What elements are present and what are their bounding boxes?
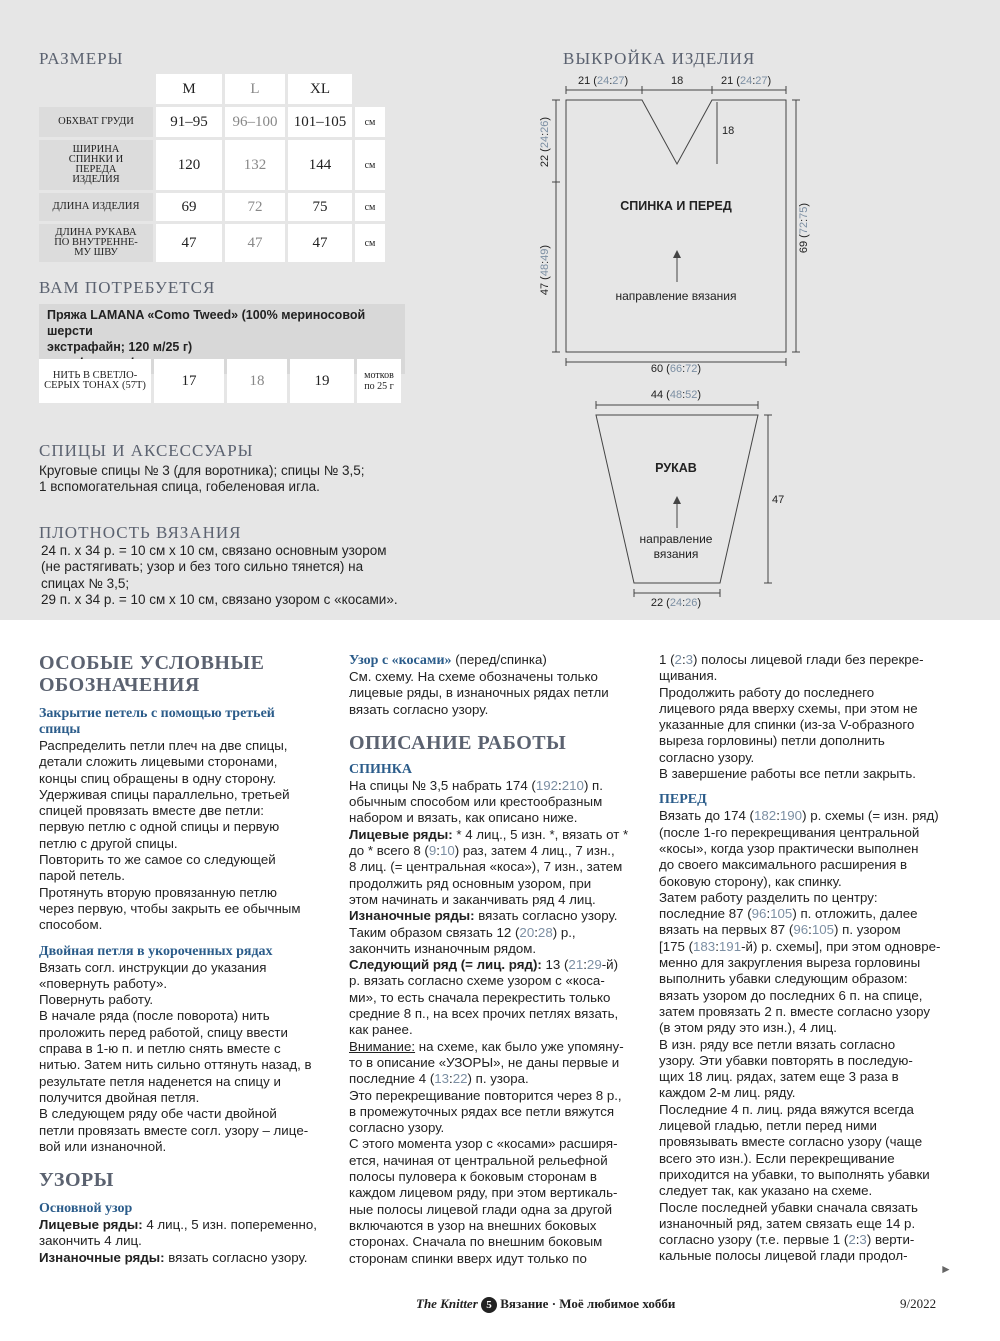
dim-neck: 18 [671,75,684,87]
text-line: На спицы № 3,5 набрать 174 (192:210) п. [349,777,603,793]
paragraph-double-stitch [39,960,329,1156]
gauge-title: ПЛОТНОСТЬ ВЯЗАНИЯ [39,523,242,542]
text-line: концы спиц обращены в одну сторону. [39,770,277,786]
text-line: узору. Эти убавки повторять в последую- [659,1052,913,1068]
text-line: петлю с другой спицы. [39,835,178,851]
sleeve-label: РУКАВ [655,461,697,475]
text-line: изнаночный ряд, затем связать еще 14 р. [659,1215,916,1231]
text-line: нитью. Затем нить сильно оттянуть назад, в [39,1057,312,1073]
unit: см [355,107,385,137]
text-line: приходится на убавки, то выполнять убавки [659,1166,930,1182]
text-line: в промежуточных рядах все петли вяжутся [349,1103,615,1119]
text-line: (после 1-го перекрещивания центральной [659,824,920,840]
body-label: СПИНКА И ПЕРЕД [620,199,732,213]
text-line: боковую сторону), как спинку. [659,873,842,889]
text-line: лицевые ряды, в изнаночных рядах петли [349,685,609,701]
column-1 [39,652,329,1266]
text-line: сторонах. Сначала по внешним боковым [349,1234,603,1250]
text-line: до * всего 8 (9:10) раз, затем 4 лиц., 7 изн., [349,843,615,859]
unit: см [355,140,385,190]
row-label-width: ШИРИНА СПИНКИ И ПЕРЕДА ИЗДЕЛИЯ [39,140,153,190]
column-3 [659,652,959,1265]
text-line: Лицевые ряды: * 4 лиц., 5 изн. *, вязать от * [349,826,629,842]
text-line: С этого момента узор с «косами» расширя- [349,1136,618,1152]
text-line: согласно узору. [659,749,755,765]
text-line: лицевой гладью, петли перед ними [659,1118,877,1134]
text-line: согласно узору (т.е. первые 1 (2:3) верти- [659,1232,915,1248]
text-line: проложить перед работой, спицу ввести [39,1024,288,1040]
paragraph-cable [349,669,649,718]
text-line: парой петель. [39,868,125,884]
text-line: 8 лиц. (= центральная «коса»), 7 изн., затем [349,859,623,875]
main-pattern-rs-2: закончить 4 лиц. [39,1233,142,1249]
text-line: ми», то есть сначала перекрестить только [349,989,611,1005]
column-2 [349,652,649,1267]
dim-sleeve-top: 44 (48:52) [650,389,702,401]
size-col-l: L [225,74,285,104]
text-line: следует так, как указано на схеме. [659,1183,873,1199]
yarn-unit: мотков по 25 г [357,359,401,403]
size-col-m: M [156,74,222,104]
cell: 96–100 [225,107,285,137]
text-line: провязывать вместе согласно узору (чаще [659,1134,923,1150]
subheading-bindoff: Закрытие петель с помощью третьей спицы [39,706,275,737]
dim-neck-depth: 18 [722,125,735,137]
text-line: первую петлю с одной спицы и первую [39,819,280,835]
text-line: Изнаночные ряды: вязать согласно узору. [349,908,618,924]
text-line: 1 (2:3) полосы лицевой глади без перекре- [659,652,924,667]
gauge-text: 24 п. х 34 р. = 10 см х 10 см, связано основным узором (не растягивать; узор и без того сильно тянется) на спицах № 3,5; 29 п. х 34 р. = 10 см х 10 см, связано узором с «косами». [41,543,398,607]
text-line: получится двойная петля. [39,1089,200,1105]
text-line: способом. [39,917,103,933]
text-line: вой или изнаночной. [39,1138,167,1154]
text-line: См. схему. На схеме обозначены только [349,669,598,684]
cell: 17 [154,359,224,403]
text-line: выреза горловины) петли дополнить [659,733,885,749]
text-line: После последней убавки сначала связать [659,1199,918,1215]
cell: 91–95 [156,107,222,137]
text-line: последние 4 (13:22) п. узора. [349,1071,529,1087]
text-line: ется, начиная от центральной рельефной [349,1152,608,1168]
text-line: Вязать до 174 (182:190) р. схемы (= изн. ряд) [659,808,939,824]
row-label-sleeve: ДЛИНА РУКАВА ПО ВНУТРЕННЕ- МУ ШВУ [39,224,153,262]
issue-number: 9/2022 [900,1296,937,1311]
text-line: каждом лицевом ряду, при этом вертикаль- [349,1185,618,1201]
main-pattern-ws: Изнаночные ряды: вязать согласно узору. [39,1249,308,1265]
text-line: набором и вязать, как описано ниже. [349,810,578,826]
text-line: вязать согласно узору. [349,701,489,717]
text-line: этом начинать и заканчивать ряд 4 лиц. [349,891,596,907]
text-line: В завершение работы все петли закрыть. [659,766,916,782]
yarn-table [36,356,404,406]
text-line: Распределить петли плеч на две спицы, [39,738,288,753]
cell: 75 [288,193,352,221]
text-line: Последние 4 п. лиц. ряда вяжутся всегда [659,1101,914,1117]
size-col-xl: XL [288,74,352,104]
paragraph-front [659,808,959,1264]
cell: 101–105 [288,107,352,137]
issue-badge: 5 [481,1297,497,1313]
text-line: Повернуть работу. [39,992,154,1008]
text-line: обычным способом или крестообразным [349,794,603,810]
text-line: справа в 1-ю п. и петлю снять вместе с [39,1041,281,1057]
needles-text: Круговые спицы № 3 (для воротника); спицы № 3,5; 1 вспомогательная спица, гобеленовая игла. [39,463,365,495]
text-line: ные полосы лицевой глади одна за другой [349,1201,613,1217]
subheading-back: СПИНКА [349,761,413,777]
text-line: Затем работу разделить по центру: [659,889,878,905]
text-line: результате петля наденется на спицу и [39,1073,281,1089]
dim-sleeve-len: 47 [772,494,785,506]
text-line: Вязать согл. инструкции до указания [39,959,267,975]
paragraph-back [349,778,649,1267]
text-line: закончить изнаночным рядом. [349,940,537,956]
cell: 19 [290,359,354,403]
dim-right-total: 69 (72:75) [798,202,810,254]
body-outline [566,100,786,352]
paragraph-bindoff [39,738,329,934]
text-line: всего это изн.). Если перекрещивание [659,1150,895,1166]
text-line: В изн. ряду все петли вязать согласно [659,1036,896,1052]
subheading-double-stitch: Двойная петля в укороченных рядах [39,943,273,959]
text-line: петли провязать вместе согл. узору – лицe- [39,1122,309,1138]
yarn-box: Пряжа LAMANA «Como Tweed» (100% мериносовой шерсти экстрафайн; 120 м/25 г) [39,304,405,374]
subheading-main-pattern: Основной узор [39,1201,133,1217]
text-line: детали сложить лицевыми сторонами, [39,754,278,770]
cell: 69 [156,193,222,221]
text-line: вязать на первых 87 (96:105) п. узором [659,922,901,938]
cell: 18 [227,359,287,403]
dim-left-lower: 47 (48:49) [539,244,551,296]
text-line: затем провязать 2 п. вместе согласно узору [659,1003,931,1019]
text-line: указанные для спинки (из-за V-образного [659,717,915,733]
dim-bottom: 60 (66:72) [650,363,702,375]
needles-title: СПИЦЫ И АКСЕССУАРЫ [39,441,254,460]
heading-special: ОСОБЫЕ УСЛОВНЫЕ ОБОЗНАЧЕНИЯ [39,652,265,696]
text-line: каждом 2-м лиц. ряду. [659,1085,796,1101]
text-line: Продолжить работу до последнего [659,684,875,700]
dim-sleeve-bottom: 22 (24:26) [650,597,702,609]
direction-body: направление вязания [615,289,737,303]
arrow-head-icon [673,250,681,258]
direction-sleeve: направление вязания [639,532,713,561]
materials-title: ВАМ ПОТРЕБУЕТСЯ [39,278,216,297]
cable-pattern-title: Узор с «косами» (перед/спинка) [349,652,547,668]
text-line: через первую, чтобы закрыть ее обычным [39,900,301,916]
text-line: В следующем ряду обе части двойной [39,1106,277,1122]
row-label-chest: ОБХВАТ ГРУДИ [39,107,153,137]
text-line: полосы пуловера к боковым сторонам в [349,1169,597,1185]
yarn-label: НИТЬ В СВЕТЛО- СЕРЫХ ТОНАХ (57T) [39,359,151,403]
text-line: щих 18 лиц. рядах, затем еще 3 раза в [659,1069,899,1085]
cell: 144 [288,140,352,190]
text-line: Внимание: на схеме, как было уже упомяну- [349,1038,624,1054]
cell: 72 [225,193,285,221]
text-line: кальные полосы лицевой глади продол- [659,1248,908,1264]
text-line: Удерживая спицы параллельно, третьей [39,786,290,802]
subheading-front: ПЕРЕД [659,792,707,808]
text-line: «косы», когда узор практически выполнен [659,840,919,856]
dim-top-right: 21 (24:27) [721,75,772,87]
text-line: лицевого ряда вверху схемы, при этом не [659,700,918,716]
next-page-arrow-icon[interactable]: ► [940,1262,952,1276]
text-line: сторонам спинки вверх идут только по [349,1250,587,1266]
heading-patterns: УЗОРЫ [39,1169,114,1192]
main-pattern-rs: Лицевые ряды: 4 лиц., 5 изн. попеременно, [39,1217,317,1233]
cell: 120 [156,140,222,190]
text-line: (в этом ряду это изн.), 4 лиц. [659,1020,837,1036]
sizes-table [36,71,388,265]
text-line: спицей провязать вместе две петли: [39,803,265,819]
footer-branding: The Knitter 5 Вязание · Моё любимое хобби [416,1296,676,1311]
text-line: как ранее. [349,1022,413,1038]
cell: 47 [225,224,285,262]
text-line: вязать узором до последних 6 п. на спице, [659,987,923,1003]
text-line: включаются в узор на внешних боковых [349,1217,597,1233]
schematic-drawing [530,70,830,610]
text-line: щивания. [659,668,718,684]
text-line: до своего максимального расширения в [659,857,908,873]
paragraph-back-cont [659,652,959,782]
text-line: «повернуть работу». [39,975,168,991]
text-line: продолжить ряд основным узором, при [349,875,592,891]
text-line: согласно узору. [349,1120,445,1136]
dim-left-upper: 22 (24:26) [539,116,551,168]
cell: 132 [225,140,285,190]
text-line: Повторить то же самое со следующей [39,852,276,868]
text-line: менно для закругления выреза горловины [659,955,921,971]
text-line: то в описание «УЗОРЫ», не даны первые и [349,1054,620,1070]
unit: см [355,224,385,262]
dim-top-left: 21 (24:27) [578,75,629,87]
heading-work-description: ОПИСАНИЕ РАБОТЫ [349,731,567,754]
sizes-title: РАЗМЕРЫ [39,49,124,68]
cell: 47 [156,224,222,262]
row-label-length: ДЛИНА ИЗДЕЛИЯ [39,193,153,221]
text-line: Это перекрещивание повторится через 8 р., [349,1087,622,1103]
schematic-title: ВЫКРОЙКА ИЗДЕЛИЯ [563,49,756,68]
cell: 47 [288,224,352,262]
text-line: р. вязать согласно схеме узором с «коса- [349,973,605,989]
text-line: Следующий ряд (= лиц. ряд): 13 (21:29-й) [349,957,619,973]
text-line: средние 8 п., на всех прочих петлях вязать, [349,1006,619,1022]
text-line: Таким образом связать 12 (20:28) р., [349,924,576,940]
text-line: Протянуть вторую провязанную петлю [39,884,277,900]
text-line: В начале ряда (после поворота) нить [39,1008,270,1024]
text-line: [175 (183:191-й) р. схемы], при этом одновре- [659,938,941,954]
unit: см [355,193,385,221]
text-line: последние 87 (96:105) п. отложить, далее [659,906,918,922]
arrow-head-icon [673,496,681,504]
text-line: выполнить убавки следующим образом: [659,971,908,987]
